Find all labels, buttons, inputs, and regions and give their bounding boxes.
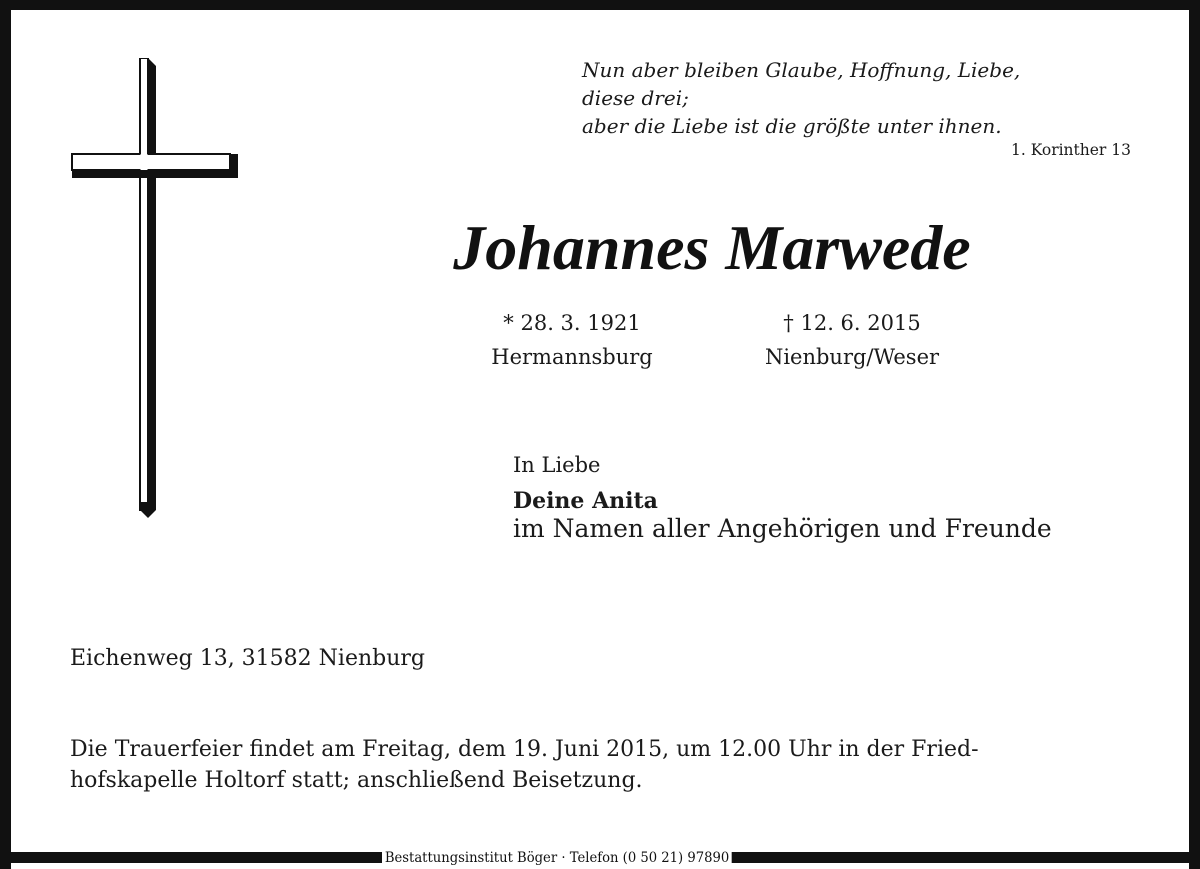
- christian-cross-icon: [60, 58, 250, 522]
- birth-date: * 28. 3. 1921: [503, 311, 641, 335]
- deceased-name: Johannes Marwede: [453, 212, 971, 283]
- death-info: [740, 306, 964, 374]
- service-line: hofskapelle Holtorf statt; anschließend Beisetzung.: [70, 768, 643, 793]
- signer-relation: im Namen aller Angehörigen und Freunde: [513, 514, 1052, 543]
- signoff: [513, 450, 1052, 544]
- signoff-heading: In Liebe: [513, 453, 601, 477]
- quote-line: diese drei;: [582, 86, 689, 110]
- family-address: Eichenweg 13, 31582 Nienburg: [70, 646, 425, 671]
- service-line: Die Trauerfeier findet am Freitag, dem 19. Juni 2015, um 12.00 Uhr in der Fried-: [70, 737, 979, 762]
- death-date: † 12. 6. 2015: [783, 311, 921, 335]
- funeral-service-info: [70, 734, 979, 796]
- birth-place: Hermannsburg: [491, 345, 653, 369]
- quote-line: Nun aber bleiben Glaube, Hoffnung, Liebe,: [582, 58, 1021, 82]
- bible-quote: [582, 56, 1020, 140]
- signer-name: Deine Anita: [513, 488, 658, 514]
- funeral-home-footer: Bestattungsinstitut Böger · Telefon (0 50 21) 97890: [382, 849, 732, 867]
- life-dates: [472, 306, 972, 376]
- birth-info: [472, 306, 672, 374]
- death-place: Nienburg/Weser: [764, 345, 940, 369]
- quote-source: 1. Korinther 13: [1010, 141, 1131, 159]
- quote-line: aber die Liebe ist die größte unter ihnen.: [582, 114, 1002, 138]
